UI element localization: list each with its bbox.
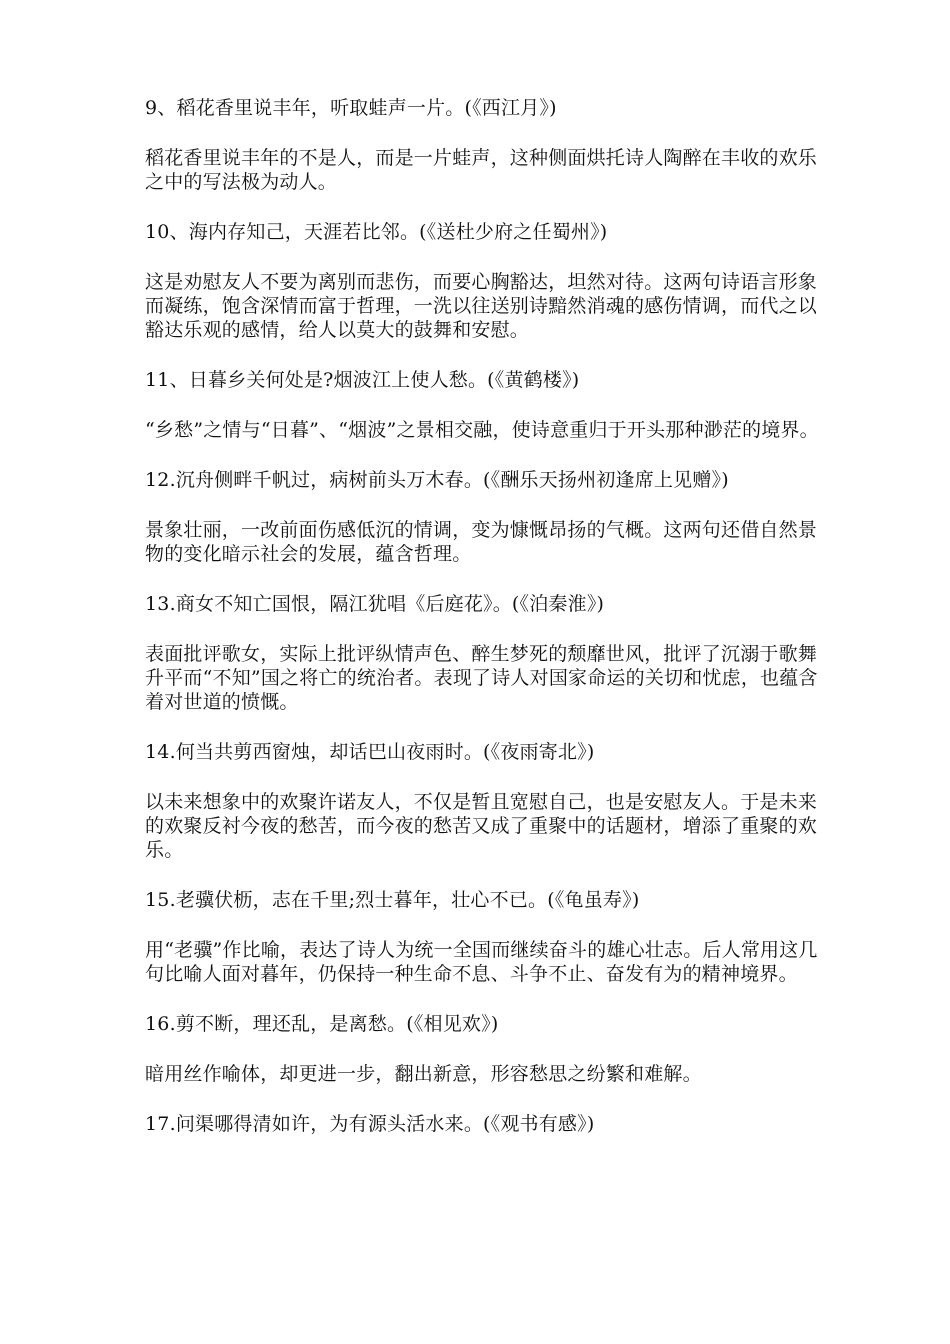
verse-line: 12.沉舟侧畔千帆过，病树前头万木春。(《酬乐天扬州初逢席上见赠》)	[145, 469, 729, 491]
commentary-paragraph: 这是劝慰友人不要为离别而悲伤，而要心胸豁达，坦然对待。这两句诗语言形象而凝练，饱含深情而富于哲理，一洗以往送别诗黯然消魂的感伤情调，而代之以豁达乐观的感情，给人以莫大的鼓舞和安慰。	[145, 271, 818, 341]
commentary-paragraph: 景象壮丽，一改前面伤感低沉的情调，变为慷慨昂扬的气概。这两句还借自然景物的变化暗示社会的发展，蕴含哲理。	[145, 519, 818, 565]
entry-17	[145, 1112, 825, 1136]
commentary-paragraph: 稻花香里说丰年的不是人，而是一片蛙声，这种侧面烘托诗人陶醉在丰收的欢乐之中的写法极为动人。	[145, 147, 818, 193]
entry-10	[145, 220, 825, 342]
document-page	[145, 96, 825, 1162]
entry-11	[145, 368, 825, 442]
verse-line: 15.老骥伏枥，志在千里;烈士暮年，壮心不已。(《龟虽寿》)	[145, 889, 640, 911]
entry-14	[145, 740, 825, 862]
entry-16	[145, 1012, 825, 1086]
entry-15	[145, 888, 825, 986]
verse-line: 9、稻花香里说丰年，听取蛙声一片。(《西江月》)	[145, 97, 557, 119]
commentary-paragraph: 用“老骥”作比喻，表达了诗人为统一全国而继续奋斗的雄心壮志。后人常用这几句比喻人面对暮年，仍保持一种生命不息、斗争不止、奋发有为的精神境界。	[145, 939, 818, 985]
commentary-paragraph: 暗用丝作喻体，却更进一步，翻出新意，形容愁思之纷繁和难解。	[145, 1063, 702, 1085]
verse-line: 17.问渠哪得清如许，为有源头活水来。(《观书有感》)	[145, 1113, 595, 1135]
verse-line: 10、海内存知己，天涯若比邻。(《送杜少府之任蜀州》)	[145, 221, 608, 243]
entry-12	[145, 468, 825, 566]
verse-line: 13.商女不知亡国恨，隔江犹唱《后庭花》。(《泊秦淮》)	[145, 593, 605, 615]
entry-9	[145, 96, 825, 194]
verse-line: 16.剪不断，理还乱，是离愁。(《相见欢》)	[145, 1013, 499, 1035]
commentary-paragraph: 以未来想象中的欢聚许诺友人，不仅是暂且宽慰自己，也是安慰友人。于是未来的欢聚反衬今夜的愁苦，而今夜的愁苦又成了重聚中的话题材，增添了重聚的欢乐。	[145, 791, 818, 861]
verse-line: 14.何当共剪西窗烛，却话巴山夜雨时。(《夜雨寄北》)	[145, 741, 595, 763]
commentary-paragraph: 表面批评歌女，实际上批评纵情声色、醉生梦死的颓靡世风，批评了沉溺于歌舞升平而“不知”国之将亡的统治者。表现了诗人对国家命运的关切和忧虑，也蕴含着对世道的愤慨。	[145, 643, 818, 713]
entry-13	[145, 592, 825, 714]
commentary-paragraph: “乡愁”之情与“日暮”、“烟波”之景相交融，使诗意重归于开头那种渺茫的境界。	[145, 419, 819, 441]
verse-line: 11、日暮乡关何处是?烟波江上使人愁。(《黄鹤楼》)	[145, 369, 580, 391]
